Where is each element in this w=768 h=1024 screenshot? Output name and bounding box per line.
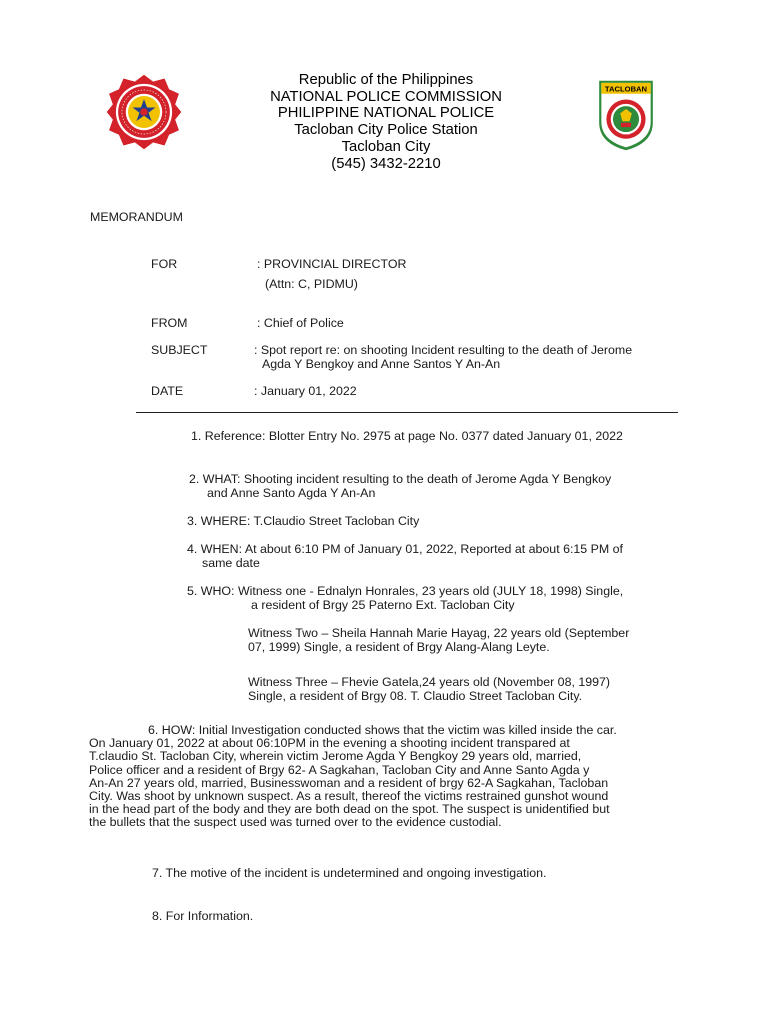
letterhead [200,72,572,172]
item-6-line: Police officer and a resident of Brgy 62- A Sagkahan, Tacloban City and Anne Santo Agda y [89,762,590,777]
for-value: : PROVINCIAL DIRECTOR [257,257,407,271]
item-5-who-line-2: a resident of Brgy 25 Paterno Ext. Tacloban City [251,598,515,612]
header-line-pnp: PHILIPPINE NATIONAL POLICE [277,105,495,122]
date-label: DATE [151,384,184,398]
item-6-how-paragraph [89,724,673,830]
subject-label: SUBJECT [151,343,208,357]
item-7-motive: 7. The motive of the incident is undetermined and ongoing investigation. [152,866,547,880]
memo-title: MEMORANDUM [90,210,183,224]
witness-2-line-2: 07, 1999) Single, a resident of Brgy Alang-Alang Leyte. [248,640,550,654]
item-6-line: in the head part of the body and they are both dead on the spot. The suspect is unidentified but [89,802,610,817]
header-line-city: Tacloban City [341,138,431,155]
for-label: FOR [151,257,178,271]
header-line-napolcom: NATIONAL POLICE COMMISSION [270,88,502,105]
item-4-when-line-1: 4. WHEN: At about 6:10 PM of January 01, 2022, Reported at about 6:15 PM of [187,542,623,556]
divider-line [136,412,678,413]
svg-text:1952: 1952 [621,131,631,136]
item-8-information: 8. For Information. [152,909,254,923]
item-2-what-line-2: and Anne Santo Agda Y An-An [207,486,376,500]
subject-line-2: Agda Y Bengkoy and Anne Santos Y An-An [262,357,501,371]
item-6-line: City. Was shoot by unknown suspect. As a result, thereof the victims restrained gunshot wound [89,789,609,804]
item-6-line: the bullets that the suspect used was turned over to the evidence custodial. [89,815,502,830]
item-6-line: On January 01, 2022 at about 06:10PM in the evening a shooting incident transpared at [89,736,570,751]
header-line-station: Tacloban City Police Station [294,122,478,139]
header-line-phone: (545) 3432-2210 [331,155,441,172]
item-2-what-line-1: 2. WHAT: Shooting incident resulting to the death of Jerome Agda Y Bengkoy [189,472,612,486]
item-6-line: An-An 27 years old, married, Businesswoman and a resident of brgy 62-A Sagkahan, Tacloban [89,775,609,790]
item-5-who-line-1: 5. WHO: Witness one - Ednalyn Honrales, 23 years old (JULY 18, 1998) Single, [187,584,624,598]
for-attn: (Attn: C, PIDMU) [265,277,358,291]
item-4-when-line-2: same date [202,556,260,570]
svg-text:TACLOBAN: TACLOBAN [604,84,648,94]
from-label: FROM [151,316,188,330]
item-1-reference: 1. Reference: Blotter Entry No. 2975 at page No. 0377 dated January 01, 2022 [191,429,623,443]
pnp-seal-icon [106,74,182,150]
tacloban-police-badge-icon [597,79,655,152]
witness-3-line-1: Witness Three – Fhevie Gatela,24 years old (November 08, 1997) [248,675,611,689]
item-3-where: 3. WHERE: T.Claudio Street Tacloban City [187,514,420,528]
item-6-line: T.claudio St. Tacloban City, wherein victim Jerome Agda Y Bengkoy 29 years old, married, [89,749,582,764]
subject-line-1: : Spot report re: on shooting Incident resulting to the death of Jerome [254,343,633,357]
witness-2-line-1: Witness Two – Sheila Hannah Marie Hayag, 22 years old (September [248,626,630,640]
from-value: : Chief of Police [257,316,344,330]
witness-3-line-2: Single, a resident of Brgy 08. T. Claudio Street Tacloban City. [248,689,583,703]
date-value: : January 01, 2022 [254,384,357,398]
header-line-republic: Republic of the Philippines [298,72,474,88]
item-6-line: 6. HOW: Initial Investigation conducted shows that the victim was killed inside the car. [148,723,617,737]
